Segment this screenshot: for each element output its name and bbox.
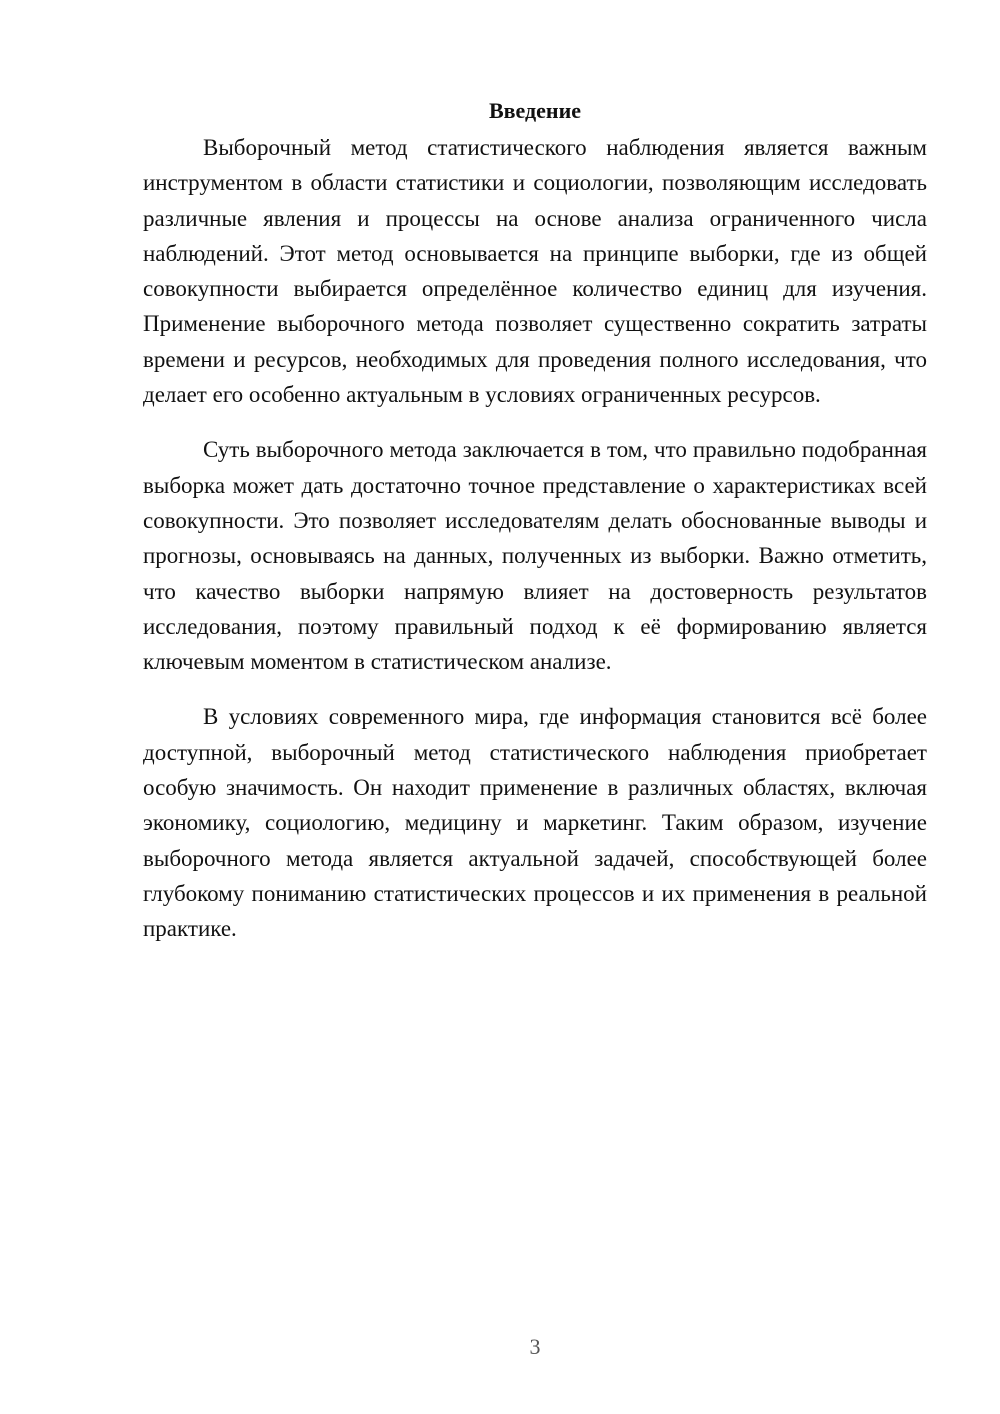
page-number: 3 xyxy=(529,1334,541,1359)
paragraph-3: В условиях современного мира, где информация становится всё более доступной, выборочный метод статистического наблюдения приобретает особую значимость. Он находит применение в различных областях, включая экономику, социологию, медицину и маркетинг. Таким образом, изучение выборочного метода является актуальной задачей, способствующей более глубокому пониманию статистических процессов и их применения в реальной практике. xyxy=(143,704,927,942)
page-content xyxy=(143,96,927,947)
section-title: Введение xyxy=(488,98,582,123)
paragraph-1: Выборочный метод статистического наблюдения является важным инструментом в области статистики и социологии, позволяющим исследовать различные явления и процессы на основе анализа ограниченного числа наблюдений. Этот метод основывается на принципе выборки, где из общей совокупности выбирается определённое количество единиц для изучения. Применение выборочного метода позволяет существенно сократить затраты времени и ресурсов, необходимых для проведения полного исследования, что делает его особенно актуальным в условиях ограниченных ресурсов. xyxy=(143,135,927,408)
paragraph-2: Суть выборочного метода заключается в том, что правильно подобранная выборка может дать достаточно точное представление о характеристиках всей совокупности. Это позволяет исследователям делать обоснованные выводы и прогнозы, основываясь на данных, полученных из выборки. Важно отметить, что качество выборки напрямую влияет на достоверность результатов исследования, поэтому правильный подход к её формированию является ключевым моментом в статистическом анализе. xyxy=(143,437,927,675)
